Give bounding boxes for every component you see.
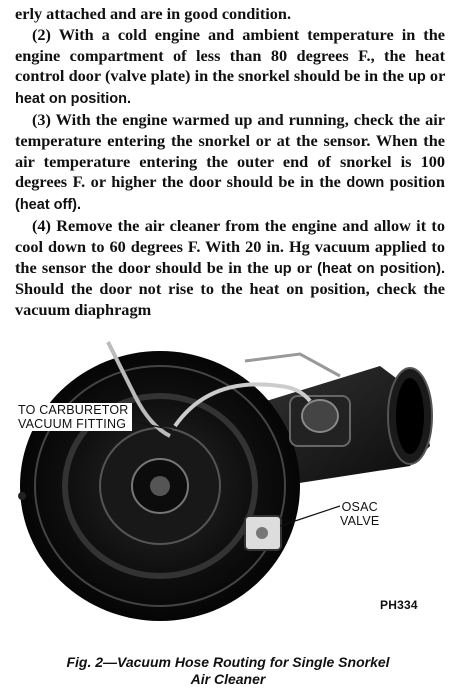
air-cleaner-illustration: [0, 326, 456, 626]
text-run: position: [384, 172, 445, 192]
paragraph: [15, 110, 445, 216]
snorkel-inner: [396, 378, 424, 454]
air-cleaner-photo: [0, 326, 456, 626]
paragraph: [15, 216, 445, 321]
text-run: (2) With a cold engine and ambient temperature in the engine compartment of less than 80 degrees F., the heat control door (valve plate) in the snorkel should be in the: [15, 24, 445, 86]
emphasized-text: down: [346, 175, 385, 192]
osac-valve-label: OSAC VALVE: [340, 500, 380, 528]
text-run: erly attached and are in good condition.: [15, 4, 292, 23]
emphasized-text: up: [273, 260, 292, 277]
paragraph: [15, 25, 445, 110]
carburetor-fitting-label: TO CARBURETOR VACUUM FITTING: [15, 403, 132, 431]
emphasized-text: (heat off).: [15, 197, 82, 214]
body-text: [15, 4, 445, 321]
emphasized-text: (heat on position).: [317, 260, 445, 277]
text-run: or: [291, 257, 318, 277]
emphasized-text: heat on position.: [15, 91, 131, 108]
text-run: (3) With the engine warmed up and running, check the air temperature entering the snorkel or at the sensor. When the air temperature entering the outer end of snorkel is 100 degrees F. or higher the door should be in the: [15, 109, 445, 192]
photo-id: PH334: [380, 598, 418, 612]
text-run: or: [425, 66, 445, 86]
paragraph: [15, 4, 445, 25]
emphasized-text: up: [408, 69, 426, 86]
text-run: Should the door not rise to the heat on position, check the vacuum diaphragm: [15, 279, 445, 320]
text-run: (4) Remove the air cleaner from the engine and allow it to cool down to 60 degrees F. With 20 in. Hg vacuum applied to the sensor the door should be in the: [15, 215, 445, 277]
figure-caption: Fig. 2—Vacuum Hose Routing for Single Snorkel Air Cleaner: [66, 654, 390, 687]
